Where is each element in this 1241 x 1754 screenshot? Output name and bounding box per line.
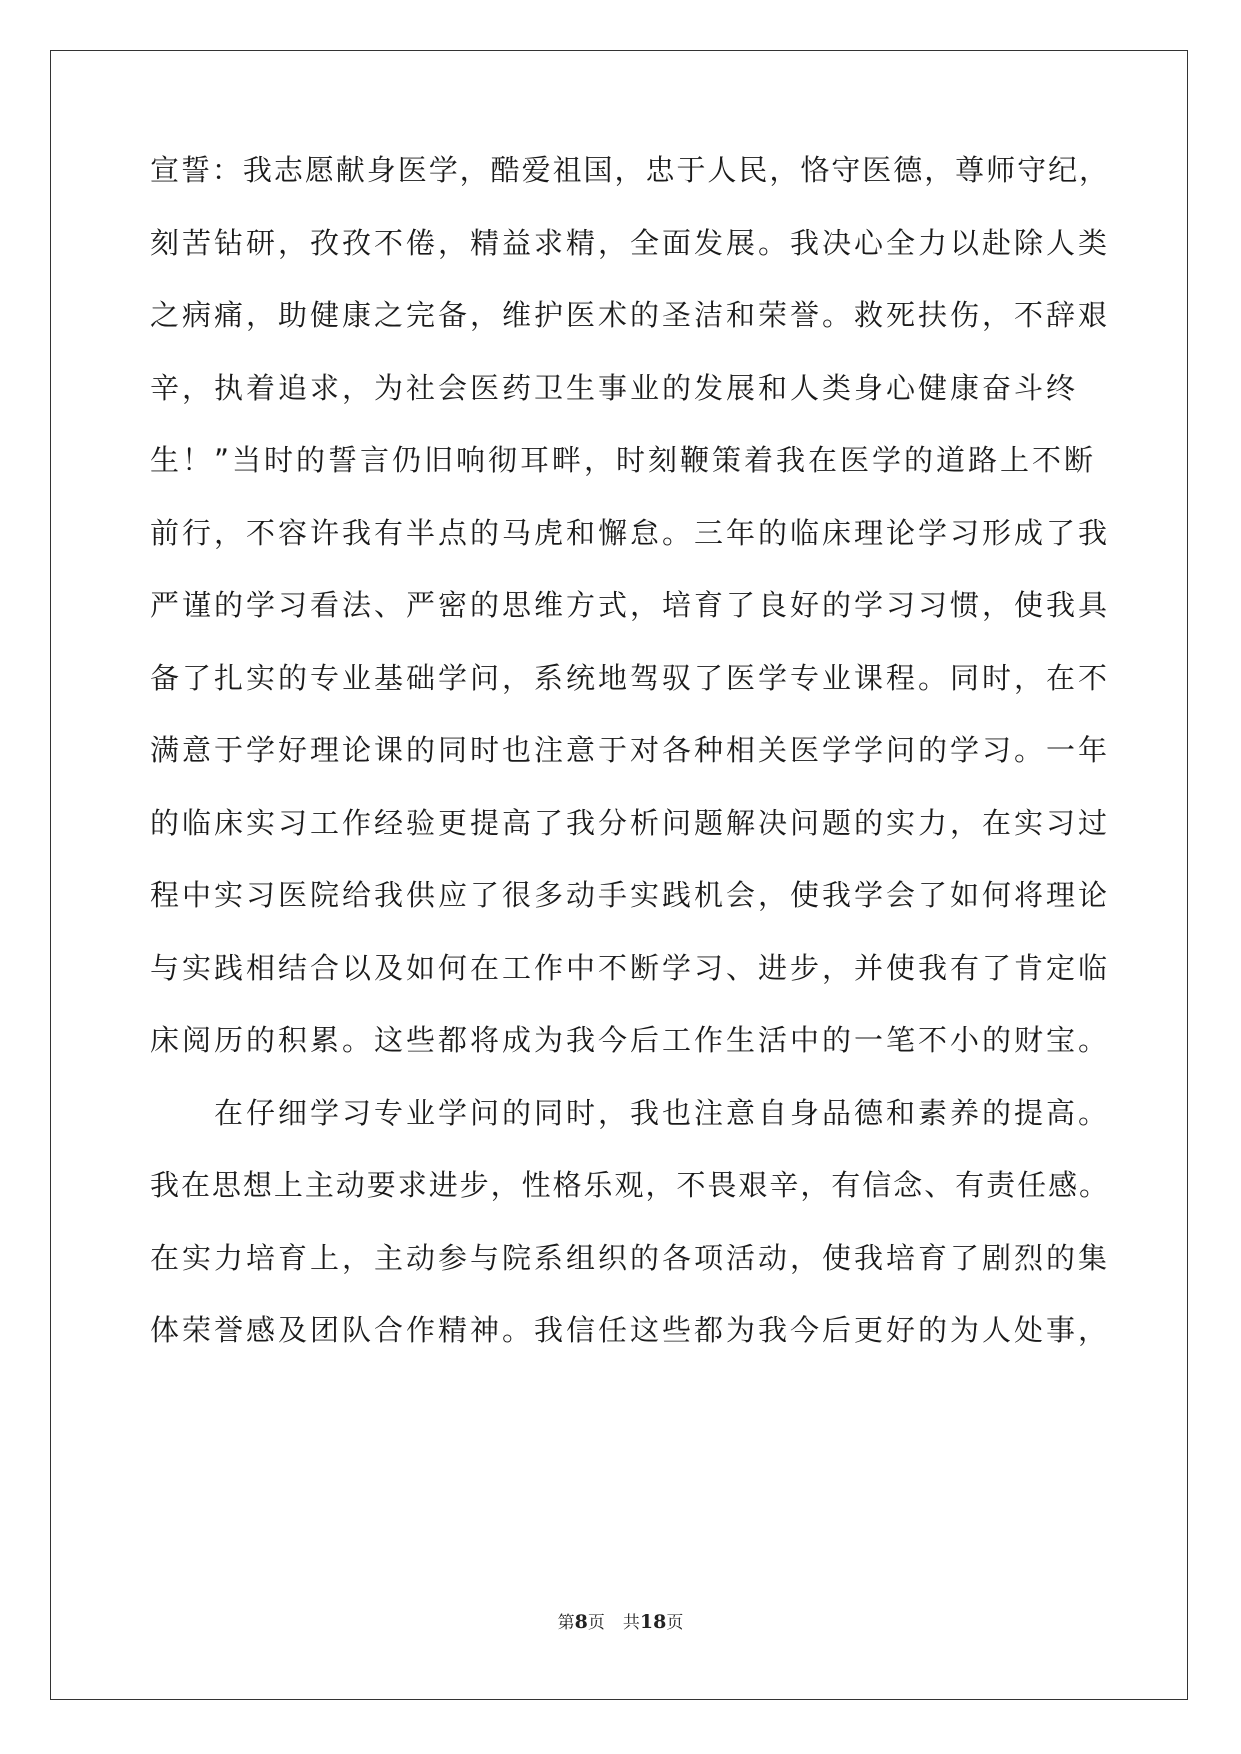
text-line: 严谨的学习看法、严密的思维方式，培育了良好的学习习惯，使我具 xyxy=(150,588,1111,622)
text-line: 程中实习医院给我供应了很多动手实践机会，使我学会了如何将理论 xyxy=(150,878,1111,912)
text-line: 在仔细学习专业学问的同时，我也注意自身品德和素养的提高。 xyxy=(150,1095,1111,1130)
text-line: 满意于学好理论课的同时也注意于对各种相关医学学问的学习。一年 xyxy=(150,733,1111,767)
total-prefix: 共 xyxy=(622,1613,640,1633)
page-number: 8 xyxy=(574,1611,588,1633)
text-line: 生！”当时的誓言仍旧响彻耳畔，时刻鞭策着我在医学的道路上不断 xyxy=(150,443,1097,477)
text-line: 之病痛，助健康之完备，维护医术的圣洁和荣誉。救死扶伤，不辞艰 xyxy=(150,298,1111,332)
text-line: 宣誓：我志愿献身医学，酷爱祖国，忠于人民，恪守医德，尊师守纪， xyxy=(150,153,1111,187)
total-pages: 18 xyxy=(639,1611,667,1633)
text-line: 体荣誉感及团队合作精神。我信任这些都为我今后更好的为人处事， xyxy=(150,1313,1111,1347)
page-suffix: 页 xyxy=(587,1613,605,1633)
text-line: 辛，执着追求，为社会医药卫生事业的发展和人类身心健康奋斗终 xyxy=(150,370,1079,405)
text-line: 刻苦钻研，孜孜不倦，精益求精，全面发展。我决心全力以赴除人类 xyxy=(150,225,1111,260)
page-prefix: 第 xyxy=(557,1613,575,1633)
page-footer xyxy=(0,1611,1241,1634)
text-line: 床阅历的积累。这些都将成为我今后工作生活中的一笔不小的财宝。 xyxy=(150,1023,1111,1057)
text-line: 前行，不容许我有半点的马虎和懈怠。三年的临床理论学习形成了我 xyxy=(150,515,1111,550)
text-line: 与实践相结合以及如何在工作中不断学习、进步，并使我有了肯定临 xyxy=(150,950,1111,985)
text-line: 在实力培育上，主动参与院系组织的各项活动，使我培育了剧烈的集 xyxy=(150,1240,1111,1275)
text-line: 备了扎实的专业基础学问，系统地驾驭了医学专业课程。同时，在不 xyxy=(150,660,1111,695)
text-line: 的临床实习工作经验更提高了我分析问题解决问题的实力，在实习过 xyxy=(150,805,1111,840)
total-suffix: 页 xyxy=(666,1613,684,1633)
text-line: 我在思想上主动要求进步，性格乐观，不畏艰辛，有信念、有责任感。 xyxy=(150,1168,1111,1202)
